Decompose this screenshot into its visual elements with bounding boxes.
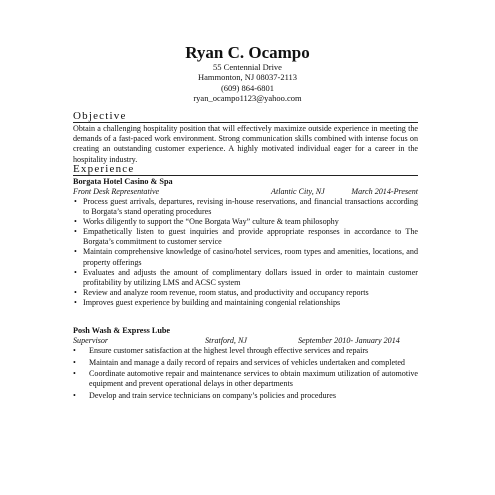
bullet-text: Maintain comprehensive knowledge of casino/hotel services, room types and amenities, locations, and property offerings xyxy=(83,247,418,267)
email-address: ryan_ocampo1123@yahoo.com xyxy=(193,92,302,103)
bullet-icon: • xyxy=(74,287,77,297)
bullet-text: Empathetically listen to guest inquiries and provide appropriate responses in accordance to The Borgata’s commitment to customer service xyxy=(83,227,418,247)
job-location: Stratford, NJ xyxy=(205,336,247,345)
bullet-icon: • xyxy=(74,267,77,277)
job-dates: March 2014-Present xyxy=(351,187,418,196)
list-item xyxy=(73,298,418,308)
address-line-2: Hammonton, NJ 08037-2113 xyxy=(197,72,298,83)
bullet-icon: • xyxy=(74,227,77,237)
bullet-text: Improves guest experience by building and maintaining congenial relationships xyxy=(83,297,341,307)
list-item xyxy=(73,288,418,298)
phone-number: (609) 864-6801 xyxy=(220,82,275,93)
job-details xyxy=(73,187,418,197)
bullet-text: Develop and train service technicians on company’s policies and procedures xyxy=(89,390,336,400)
bullet-text: Coordinate automotive repair and maintenance services to obtain maximum utilization of automotive equipment and prevent operational delays in other departments xyxy=(89,369,418,389)
list-item xyxy=(73,247,418,267)
list-item xyxy=(73,227,418,247)
second-job xyxy=(73,325,418,402)
applicant-name: Ryan C. Ocampo xyxy=(185,43,310,62)
employer-name: Posh Wash & Express Lube xyxy=(73,326,171,335)
list-item xyxy=(73,217,418,227)
list-item xyxy=(73,268,418,288)
list-item xyxy=(73,358,418,368)
address-line-1: 55 Centennial Drive xyxy=(213,62,282,72)
job-position: Front Desk Representative xyxy=(73,187,160,196)
list-item xyxy=(73,197,418,217)
job-location: Atlantic City, NJ xyxy=(271,187,325,196)
experience-heading: Experience xyxy=(73,163,418,176)
job-details xyxy=(73,336,418,346)
bullet-icon: • xyxy=(73,369,76,379)
bullet-icon: • xyxy=(74,297,77,307)
experience-section xyxy=(73,163,418,308)
job-bullets xyxy=(73,197,418,308)
bullet-icon: • xyxy=(74,217,77,227)
list-item xyxy=(73,346,418,356)
bullet-icon: • xyxy=(73,390,76,400)
job-bullets xyxy=(73,346,418,401)
bullet-text: Works diligently to support the “One Borgata Way” culture & team philosophy xyxy=(83,217,339,227)
bullet-text: Evaluates and adjusts the amount of complimentary dollars issued in order to maintain customer profitability by utilizing LMS and ACSC system xyxy=(83,267,418,287)
list-item xyxy=(73,369,418,389)
employer-name: Borgata Hotel Casino & Spa xyxy=(73,177,173,186)
bullet-icon: • xyxy=(74,197,77,206)
job-dates: September 2010- January 2014 xyxy=(298,336,400,345)
objective-section xyxy=(73,110,418,165)
bullet-text: Maintain and manage a daily record of repairs and services of vehicles undertaken and completed xyxy=(89,357,405,367)
objective-text: Obtain a challenging hospitality position that will effectively maximize outside experience in meeting the demands of a fast-paced work environment. Strong communication skills combined with intense focus on creating an outstanding customer experience. A highly motivated individual eager for a career in the hospitality industry. xyxy=(73,124,418,164)
bullet-icon: • xyxy=(74,247,77,257)
resume-header xyxy=(0,44,495,103)
bullet-text: Process guest arrivals, departures, revising in-house reservations, and financial transactions according to Borgata’s stand operating procedures xyxy=(83,197,418,217)
bullet-text: Review and analyze room revenue, room status, and productivity and occupancy reports xyxy=(83,287,369,297)
bullet-icon: • xyxy=(73,346,76,355)
objective-heading: Objective xyxy=(73,110,418,123)
bullet-icon: • xyxy=(73,357,76,367)
bullet-text: Ensure customer satisfaction at the highest level through effective services and repairs xyxy=(89,346,369,355)
list-item xyxy=(73,391,418,401)
job-position: Supervisor xyxy=(73,336,109,345)
